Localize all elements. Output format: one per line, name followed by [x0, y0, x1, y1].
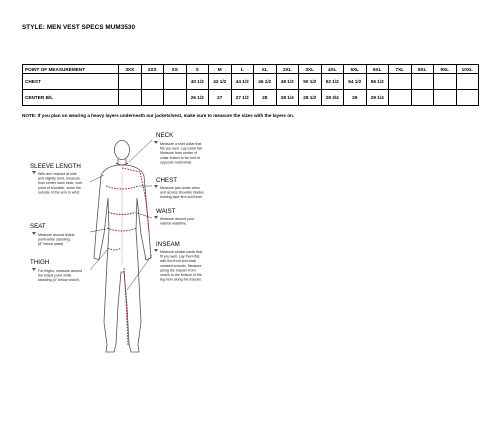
- thigh-measure-line: [108, 248, 121, 250]
- desc-line: opposite buttonhole.: [160, 160, 193, 165]
- neck-title: NECK: [156, 132, 174, 139]
- table-cell: 50 1/2: [299, 74, 322, 90]
- header-size-4xl: 4XL: [321, 65, 344, 74]
- header-size-xs: XS: [164, 65, 187, 74]
- thigh-arrow-icon: [32, 268, 36, 271]
- table-cell: 44 1/2: [231, 74, 254, 90]
- desc-line: Measure from center of: [160, 151, 198, 156]
- table-cell: 28: [254, 90, 277, 106]
- table-cell: 48 1/2: [276, 74, 299, 90]
- waist-desc: [160, 217, 195, 226]
- inseam-desc: [160, 250, 202, 282]
- header-size-2xl: 2XL: [276, 65, 299, 74]
- neck-desc: [160, 142, 203, 164]
- desc-line: collar button to far end of: [160, 155, 200, 160]
- header-size-5xl: 5XL: [344, 65, 367, 74]
- sleeve-length-desc: [38, 172, 83, 194]
- desc-line: holding tape firm and level.: [160, 195, 203, 200]
- table-cell: 46 1/2: [254, 74, 277, 90]
- table-cell: 40 1/2: [186, 74, 209, 90]
- desc-line: and across shoulder blades: [160, 190, 204, 195]
- seat-arrow-icon: [32, 232, 36, 235]
- desc-line: Measure around your: [160, 217, 195, 221]
- desc-line: and slightly bent, measure: [38, 176, 80, 181]
- table-cell: 29: [344, 90, 367, 106]
- desc-line: point of shoulder, down the: [38, 185, 81, 190]
- neck-arrow-icon: [154, 141, 158, 144]
- desc-line: from center back neck, over: [38, 181, 83, 186]
- desc-line: (8" below waist): [38, 242, 64, 247]
- desc-line: Measure around fullest: [38, 233, 75, 237]
- table-cell: 54 1/2: [344, 74, 367, 90]
- table-cell: 28 3/4: [321, 90, 344, 106]
- chest-arrow-icon: [154, 185, 158, 188]
- header-size-2xs: 2XS: [141, 65, 164, 74]
- table-cell: 29 1/4: [366, 90, 389, 106]
- desc-line: Measure just under arms: [160, 186, 200, 190]
- table-cell: 56 1/2: [366, 74, 389, 90]
- waist-arrow-icon: [154, 216, 158, 219]
- layering-note: NOTE: If you plan on wearing a heavy layers underneath our jackets/vest, make sure to measure the sizes with the layers on.: [22, 113, 295, 118]
- header-size-l: L: [231, 65, 254, 74]
- header-size-xl: XL: [254, 65, 277, 74]
- desc-line: with the front and back: [160, 259, 197, 264]
- sleeve-length-title: SLEEVE LENGTH: [30, 163, 81, 170]
- table-cell: 27: [209, 90, 232, 106]
- inseam-title: INSEAM: [156, 241, 180, 248]
- header-size-7xl: 7XL: [389, 65, 412, 74]
- thigh-desc: [38, 269, 82, 282]
- header-size-3xl: 3XL: [299, 65, 322, 74]
- desc-line: the fullest point while: [38, 273, 72, 278]
- body-figure: [94, 141, 151, 353]
- sleeve-measure-line: [122, 168, 149, 232]
- style-title: STYLE: MEN VEST SPECS MUM3530: [22, 24, 136, 31]
- inseam-arrow-icon: [154, 249, 158, 252]
- seat-title: SEAT: [30, 223, 46, 230]
- header-size-9xl: 9XL: [434, 65, 457, 74]
- desc-line: Measure a shirt collar that: [160, 142, 202, 146]
- desc-line: outside of the arm to wrist.: [38, 190, 81, 195]
- desc-line: natural waistline.: [160, 221, 187, 226]
- desc-line: For thighs, measure around: [38, 269, 83, 273]
- header-size-s: S: [186, 65, 209, 74]
- header-size-10xl: 10XL: [456, 65, 479, 74]
- desc-line: along the inseam from: [160, 268, 196, 273]
- row-label: CENTER B/L: [23, 90, 119, 106]
- chest-title: CHEST: [156, 177, 177, 184]
- desc-line: point while standing.: [38, 237, 71, 242]
- chest-desc: [160, 186, 204, 199]
- desc-line: standing (4" below crotch): [38, 278, 80, 283]
- table-cell: 42 1/2: [209, 74, 232, 90]
- waist-title: WAIST: [156, 208, 176, 215]
- desc-line: fit you well. Lay them flat,: [160, 254, 201, 259]
- header-size-m: M: [209, 65, 232, 74]
- table-cell: 52 1/2: [321, 74, 344, 90]
- desc-line: crotch to the bottom of the: [160, 273, 202, 277]
- table-cell: 28 1/4: [276, 90, 299, 106]
- desc-line: fits you well. Lay collar flat.: [160, 146, 203, 151]
- table-cell: 26 1/2: [186, 90, 209, 106]
- guide-labels: [30, 132, 204, 282]
- thigh-title: THIGH: [30, 259, 50, 266]
- desc-line: creased smooth. Measure: [160, 263, 202, 268]
- header-size-6xl: 6XL: [366, 65, 389, 74]
- row-label: CHEST: [23, 74, 119, 90]
- desc-line: With arm relaxed at side: [38, 172, 77, 176]
- seat-desc: [38, 233, 75, 246]
- desc-line: Measure similar pants that: [160, 250, 203, 254]
- table-cell: 27 1/2: [231, 90, 254, 106]
- header-size-8xl: 8XL: [411, 65, 434, 74]
- leader-lines: [90, 140, 152, 290]
- desc-line: leg hem along the inseam.: [160, 277, 203, 282]
- header-point-of-measurement: POINT OF MEASUREMENT: [23, 65, 119, 74]
- sleeve-arrow-icon: [32, 171, 36, 174]
- table-cell: 28 1/2: [299, 90, 322, 106]
- header-size-3xs: 3XS: [119, 65, 142, 74]
